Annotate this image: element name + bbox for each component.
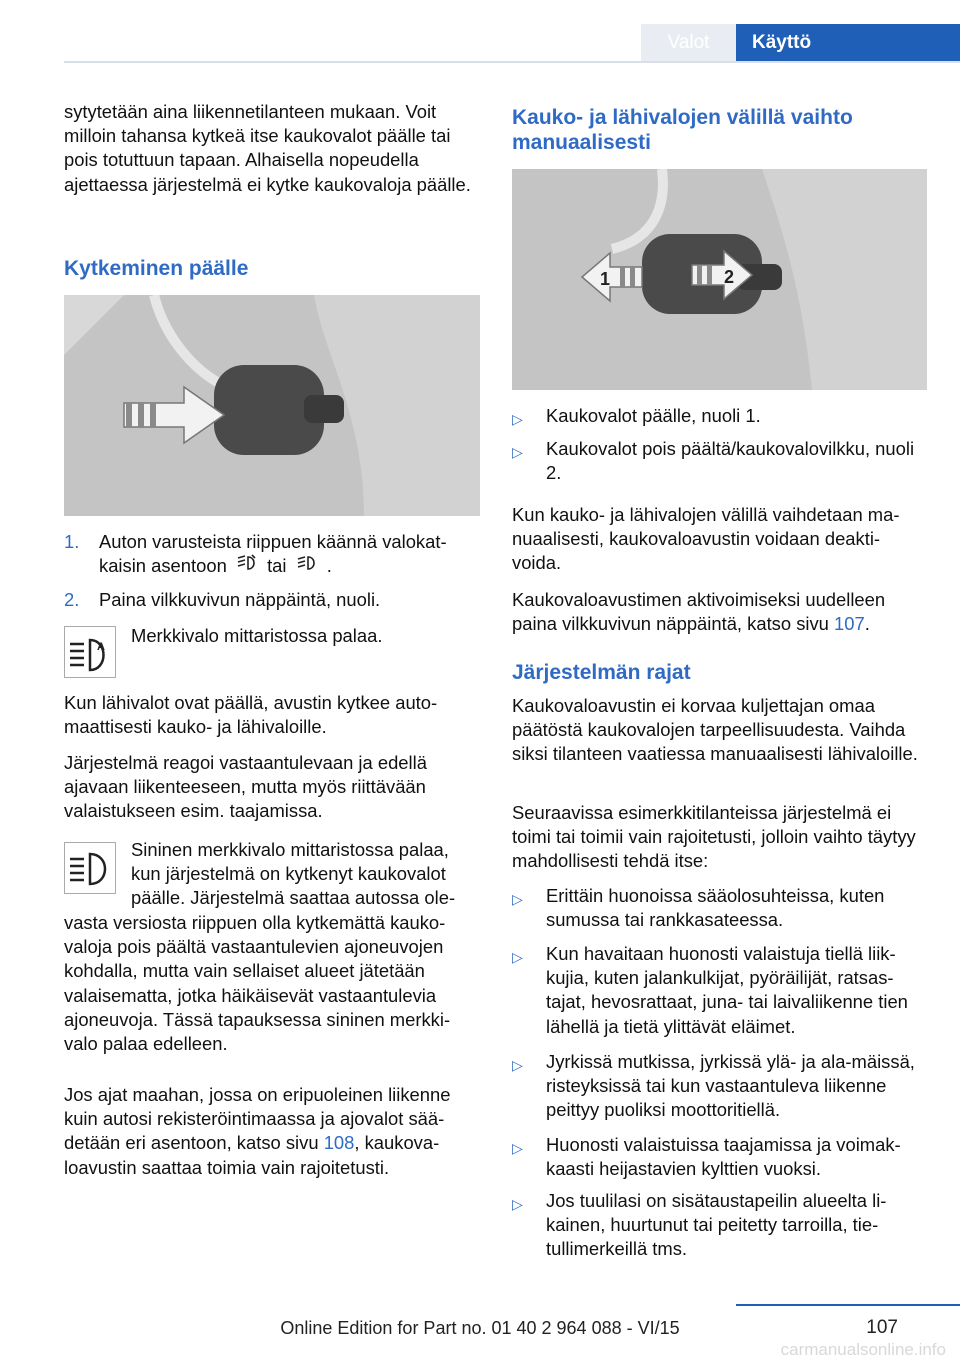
right-para-4: Seuraavissa esimerkkitilanteissa järjestelmä ei toimi tai toimii vain rajoitetusti, jolloin vaihto täytyy mahdollisesti tehdä itse: xyxy=(512,802,916,872)
para3-text: Jos ajat maahan, jossa on eripuoleinen liikenne kuin autosi rekisteröintimaassa ja ajovalot sää-detään eri asentoon, katso sivu xyxy=(64,1084,451,1154)
bullet-marker: ▷ xyxy=(512,1140,523,1156)
bullet-item xyxy=(512,1050,926,1123)
step-text-end: . xyxy=(326,555,332,577)
high-beam-assist-indicator-icon xyxy=(64,626,116,678)
bullet-text: Jos tuulilasi on sisätaustapeilin alueelta li-kainen, huurtunut tai peitetty tarroilla, tie-tullimerkeillä tms. xyxy=(546,1190,887,1260)
bullet-text: Kun havaitaan huonosti valaistuja tiellä liik-kujia, kuten jalankulkijat, pyöräilijät, ratsas-tajat, hevosrattaat, juna- tai laivaliikenne tien lähellä ja tietä ylittävät eläimet. xyxy=(546,943,908,1037)
bullet-item xyxy=(512,1133,926,1181)
indicator2-text: Sininen merkkivalo mittaristossa palaa, kun järjestelmä on kytkenyt kaukovalot päälle. Järjestelmä saattaa autossa ole- xyxy=(131,839,456,909)
stalk-photo-left xyxy=(64,295,480,516)
bullet-item xyxy=(512,1189,926,1262)
bullet-item xyxy=(512,942,926,1039)
page-number: 107 xyxy=(866,1317,898,1338)
bullet-marker: ▷ xyxy=(512,444,523,460)
header-chapter-tab: Käyttö xyxy=(736,24,960,62)
right-para-1: Kun kauko- ja lähivalojen välillä vaihdetaan ma-nuaalisesti, kaukovaloavustin voidaan deakti-voida. xyxy=(512,504,900,574)
bullet-item xyxy=(512,437,926,485)
high-beam-assist-icon xyxy=(232,554,262,578)
header-rule xyxy=(64,61,960,63)
low-beam-icon xyxy=(292,554,322,578)
left-intro xyxy=(64,100,480,197)
stalk-photo-right xyxy=(512,169,927,390)
bullet-text: Jyrkissä mutkissa, jyrkissä ylä- ja ala-mäissä, risteyksissä tai kun vastaantuleva liikenne peittyy puoliksi moottoritiellä. xyxy=(546,1051,915,1121)
arrow-label-1: 1 xyxy=(600,269,611,289)
step-text: Paina vilkkuvivun näppäintä, nuoli. xyxy=(99,589,381,610)
arrow-label-2: 2 xyxy=(724,267,735,287)
para2-text: Kaukovaloavustimen aktivoimiseksi uudelleen paina vilkkuvivun näppäintä, katso sivu xyxy=(512,589,886,635)
svg-text:A: A xyxy=(97,641,105,653)
step-1 xyxy=(64,530,480,580)
edition-footer: Online Edition for Part no. 01 40 2 964 088 - VI/15 xyxy=(280,1318,680,1338)
left-para-1: Kun lähivalot ovat päällä, avustin kytkee auto-maattisesti kauko- ja lähivaloille. xyxy=(64,692,438,738)
stalk-illustration-arrows xyxy=(512,169,927,390)
right-para-3: Kaukovaloavustin ei korvaa kuljettajan omaa päätöstä kaukovalojen tarpeellisuudesta. Vaihda siksi tilanteen vaatiessa manuaalisesti lähivaloille. xyxy=(512,695,918,765)
para2-text-end: . xyxy=(864,613,870,635)
bullet-item xyxy=(512,404,926,428)
right-para-2 xyxy=(512,588,926,636)
left-para-3 xyxy=(64,1083,480,1180)
bullet-marker: ▷ xyxy=(512,1057,523,1073)
high-beam-indicator-icon xyxy=(64,842,116,894)
bullet-marker: ▷ xyxy=(512,949,523,965)
bullet-marker: ▷ xyxy=(512,411,523,427)
bullet-text: Kaukovalot pois päältä/kaukovalovilkku, nuoli 2. xyxy=(546,438,915,484)
heading-manual-switch: Kauko- ja lähivalojen välillä vaihto manuaalisesti xyxy=(512,106,853,154)
bullet-marker: ▷ xyxy=(512,1196,523,1212)
intro-paragraph: sytytetään aina liikennetilanteen mukaan. Voit milloin tahansa kytkeä itse kaukovalot päälle tai pois totuttuun tapaan. Alhaisella nopeudella ajettaessa järjestelmä ei kytke kaukovaloja päälle. xyxy=(64,101,471,195)
heading-system-limits: Järjestelmän rajat xyxy=(512,661,691,684)
header-section-tab: Valot xyxy=(641,24,736,62)
stalk-illustration xyxy=(64,295,480,516)
step-number: 2. xyxy=(64,589,80,610)
indicator2-text-continued: vasta versiosta riippuen olla kytkemättä kauko-valoja pois päältä vastaantulevien ajoneuvojen kohdalla, mutta vain sellaiset alueet jätetään valaisematta, jotka häikäisevät vastaantulevia ajoneuvoja. Tässä tapauksessa sininen merkki-valo palaa edelleen. xyxy=(64,912,451,1055)
bullet-marker: ▷ xyxy=(512,891,523,907)
watermark: carmanualsonline.info xyxy=(780,1340,946,1359)
left-para-2: Järjestelmä reagoi vastaantulevaan ja edellä ajavaan liikenteeseen, mutta myös riittävään valaistukseen esim. taajamissa. xyxy=(64,752,427,822)
page-link-108[interactable]: 108 xyxy=(323,1132,355,1154)
heading-kytkeminen: Kytkeminen päälle xyxy=(64,257,249,280)
indicator1-text: Merkkivalo mittaristossa palaa. xyxy=(131,625,383,646)
bullet-item xyxy=(512,884,926,932)
page-link-107[interactable]: 107 xyxy=(834,613,865,635)
step-text-or: tai xyxy=(267,555,287,577)
step-number: 1. xyxy=(64,531,80,552)
bullet-text: Kaukovalot päälle, nuoli 1. xyxy=(546,405,761,426)
step-2 xyxy=(64,588,480,612)
footer-rule xyxy=(736,1304,960,1306)
para3-text-end: , kaukova-loavustin saattaa toimia vain rajoitetusti. xyxy=(64,1132,440,1178)
bullet-text: Huonosti valaistuissa taajamissa ja voimak-kaasti heijastavien kylttien vuoksi. xyxy=(546,1134,901,1180)
step-text: Auton varusteista riippuen käännä valokat-kaisin asentoon xyxy=(99,531,447,577)
bullet-text: Erittäin huonoissa sääolosuhteissa, kuten sumussa tai rankkasateessa. xyxy=(546,885,885,931)
